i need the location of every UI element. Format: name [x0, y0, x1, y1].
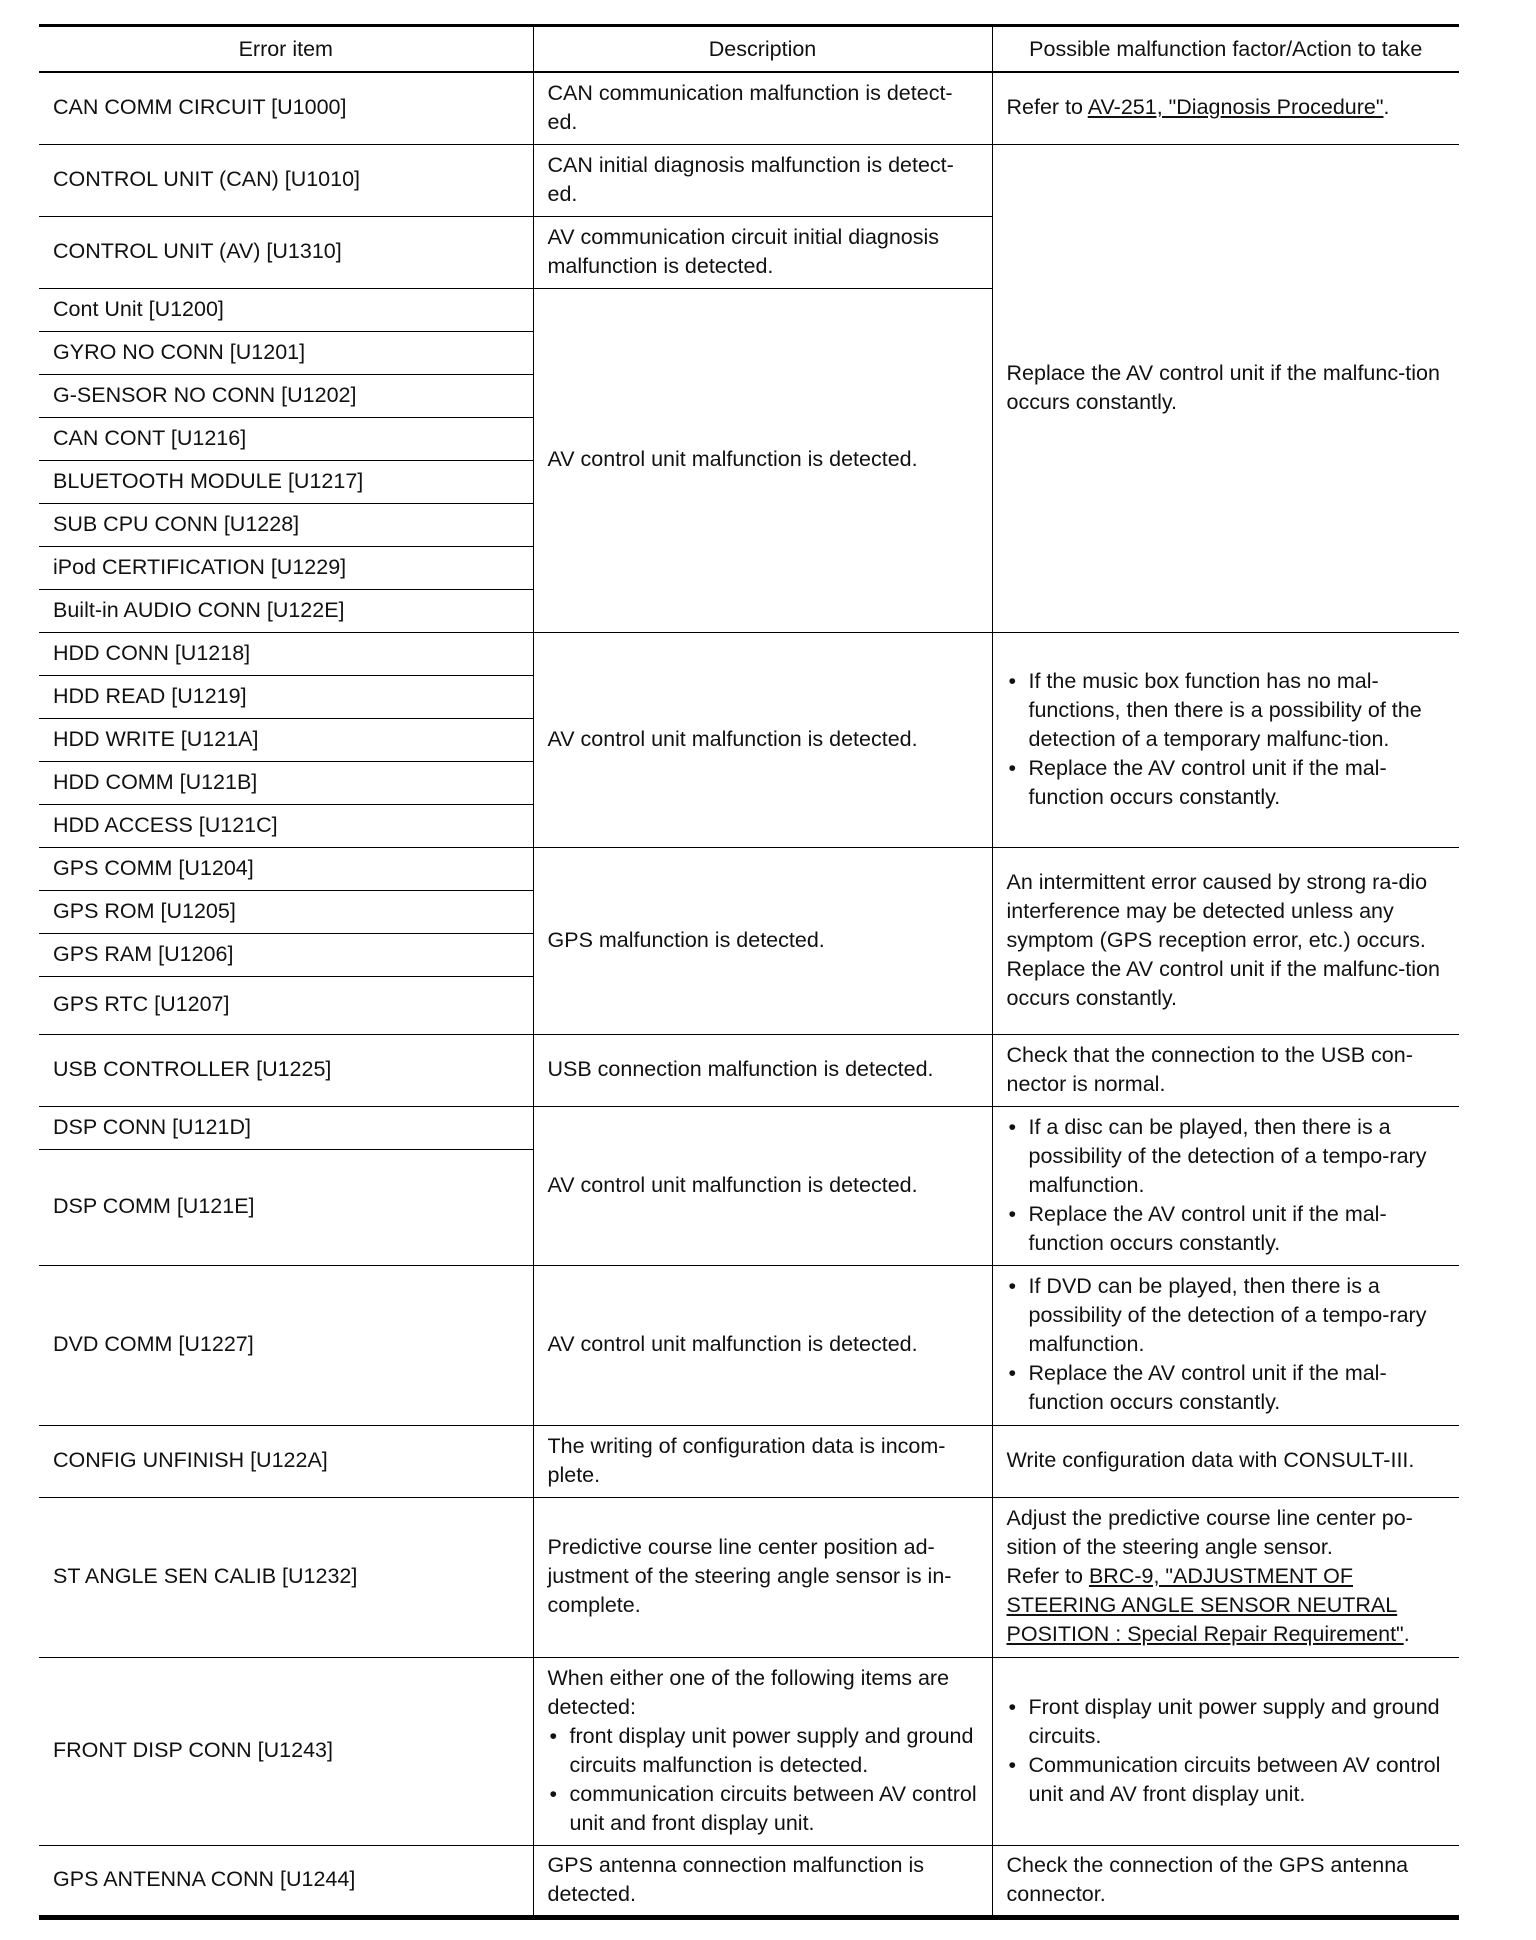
error-item-cell: HDD READ [U1219] [39, 675, 533, 718]
table-row [39, 1657, 1459, 1845]
table-row [39, 1845, 1459, 1917]
table-row [39, 632, 1459, 675]
table-row [39, 1265, 1459, 1425]
error-item-cell: GPS RTC [U1207] [39, 976, 533, 1034]
error-item-cell: FRONT DISP CONN [U1243] [39, 1657, 533, 1845]
reference-link[interactable]: BRC-9, "ADJUSTMENT OF STEERING ANGLE SENSOR NEUTRAL POSITION : Special Repair Requirement" [1006, 1564, 1404, 1646]
error-item-cell: HDD ACCESS [U121C] [39, 804, 533, 847]
table-row [39, 1106, 1459, 1149]
list-item: • If a disc can be played, then there is a possibility of the detection of a tempo-rary malfunction. [1007, 1113, 1446, 1200]
error-item-cell: CONFIG UNFINISH [U122A] [39, 1425, 533, 1497]
error-item-cell: SUB CPU CONN [U1228] [39, 503, 533, 546]
error-item-cell: GPS COMM [U1204] [39, 847, 533, 890]
error-item-cell: HDD WRITE [U121A] [39, 718, 533, 761]
action-cell [992, 847, 1459, 1034]
error-item-cell: HDD COMM [U121B] [39, 761, 533, 804]
action-text: Replace the AV control unit if the malfunc-tion occurs constantly. [1006, 956, 1440, 1010]
table-row [39, 1425, 1459, 1497]
table-row [39, 144, 1459, 216]
error-item-cell: ST ANGLE SEN CALIB [U1232] [39, 1497, 533, 1657]
list-item: • communication circuits between AV control unit and front display unit. [548, 1780, 978, 1838]
header-description: Description [533, 26, 992, 73]
list-item: • If the music box function has no mal-functions, then there is a possibility of the detection of a temporary malfunc-tion. [1007, 667, 1446, 754]
description-cell: GPS malfunction is detected. [533, 847, 992, 1034]
table-header-row [39, 26, 1459, 73]
error-item-cell: DSP COMM [U121E] [39, 1149, 533, 1265]
table-row [39, 847, 1459, 890]
action-cell [992, 632, 1459, 847]
error-item-cell: HDD CONN [U1218] [39, 632, 533, 675]
action-cell [992, 1106, 1459, 1265]
error-item-table [39, 24, 1459, 1920]
header-error-item: Error item [39, 26, 533, 73]
description-cell: GPS antenna connection malfunction is detected. [533, 1845, 992, 1917]
action-bullet-list [1007, 1113, 1446, 1258]
error-item-cell: BLUETOOTH MODULE [U1217] [39, 460, 533, 503]
action-text: Adjust the predictive course line center po-sition of the steering angle sensor. [1006, 1506, 1413, 1559]
error-item-cell: GPS ANTENNA CONN [U1244] [39, 1845, 533, 1917]
description-cell: AV control unit malfunction is detected. [533, 632, 992, 847]
description-cell: CAN communication malfunction is detect-ed. [533, 72, 992, 144]
action-cell [992, 1497, 1459, 1657]
action-bullet-list [1007, 1693, 1446, 1809]
action-text: An intermittent error caused by strong ra-dio interference may be detected unless any symptom (GPS reception error, etc.) occurs. [1006, 869, 1428, 952]
action-text: Refer to [1006, 95, 1088, 120]
table-row [39, 1497, 1459, 1657]
description-cell: AV communication circuit initial diagnosis malfunction is detected. [533, 216, 992, 288]
description-text: When either one of the following items are detected: [547, 1665, 950, 1719]
list-item: • Communication circuits between AV control unit and AV front display unit. [1007, 1751, 1446, 1809]
action-bullet-list [1007, 667, 1446, 812]
description-cell: The writing of configuration data is incom-plete. [533, 1425, 992, 1497]
action-cell: Replace the AV control unit if the malfunc-tion occurs constantly. [992, 144, 1459, 632]
description-bullet-list [548, 1722, 978, 1838]
action-cell: Check that the connection to the USB con-nector is normal. [992, 1034, 1459, 1106]
error-item-cell: CAN COMM CIRCUIT [U1000] [39, 72, 533, 144]
action-cell [992, 72, 1459, 144]
action-text-suffix: . [1403, 1622, 1410, 1646]
description-cell: AV control unit malfunction is detected. [533, 288, 992, 632]
error-item-cell: DSP CONN [U121D] [39, 1106, 533, 1149]
error-item-cell: G-SENSOR NO CONN [U1202] [39, 374, 533, 417]
action-text-suffix: . [1383, 95, 1390, 120]
document-page [39, 24, 1459, 1920]
error-item-cell: Built-in AUDIO CONN [U122E] [39, 589, 533, 632]
list-item: • Front display unit power supply and ground circuits. [1007, 1693, 1446, 1751]
error-item-cell: CONTROL UNIT (CAN) [U1010] [39, 144, 533, 216]
description-cell: CAN initial diagnosis malfunction is detect-ed. [533, 144, 992, 216]
list-item: • front display unit power supply and ground circuits malfunction is detected. [548, 1722, 978, 1780]
list-item: • Replace the AV control unit if the mal-function occurs constantly. [1007, 1359, 1446, 1417]
list-item: • Replace the AV control unit if the mal-function occurs constantly. [1007, 754, 1446, 812]
error-item-cell: GYRO NO CONN [U1201] [39, 331, 533, 374]
error-item-cell: CAN CONT [U1216] [39, 417, 533, 460]
error-item-cell: GPS RAM [U1206] [39, 933, 533, 976]
reference-link[interactable]: AV-251, "Diagnosis Procedure" [1087, 95, 1384, 120]
action-cell: Check the connection of the GPS antenna connector. [992, 1845, 1459, 1917]
error-item-cell: Cont Unit [U1200] [39, 288, 533, 331]
description-cell: AV control unit malfunction is detected. [533, 1106, 992, 1265]
error-item-cell: USB CONTROLLER [U1225] [39, 1034, 533, 1106]
error-item-cell: DVD COMM [U1227] [39, 1265, 533, 1425]
action-cell [992, 1657, 1459, 1845]
action-cell: Write configuration data with CONSULT-III. [992, 1425, 1459, 1497]
action-bullet-list [1007, 1272, 1446, 1417]
description-cell: AV control unit malfunction is detected. [533, 1265, 992, 1425]
error-item-cell: iPod CERTIFICATION [U1229] [39, 546, 533, 589]
list-item: • Replace the AV control unit if the mal-function occurs constantly. [1007, 1200, 1446, 1258]
description-cell [533, 1657, 992, 1845]
action-cell [992, 1265, 1459, 1425]
error-item-cell: GPS ROM [U1205] [39, 890, 533, 933]
description-cell: USB connection malfunction is detected. [533, 1034, 992, 1106]
header-action: Possible malfunction factor/Action to take [992, 26, 1459, 73]
table-row [39, 72, 1459, 144]
table-row [39, 1034, 1459, 1106]
list-item: • If DVD can be played, then there is a possibility of the detection of a tempo-rary malfunction. [1007, 1272, 1446, 1359]
action-text: Refer to [1006, 1564, 1089, 1588]
error-item-cell: CONTROL UNIT (AV) [U1310] [39, 216, 533, 288]
description-cell: Predictive course line center position ad-justment of the steering angle sensor is in-complete. [533, 1497, 992, 1657]
